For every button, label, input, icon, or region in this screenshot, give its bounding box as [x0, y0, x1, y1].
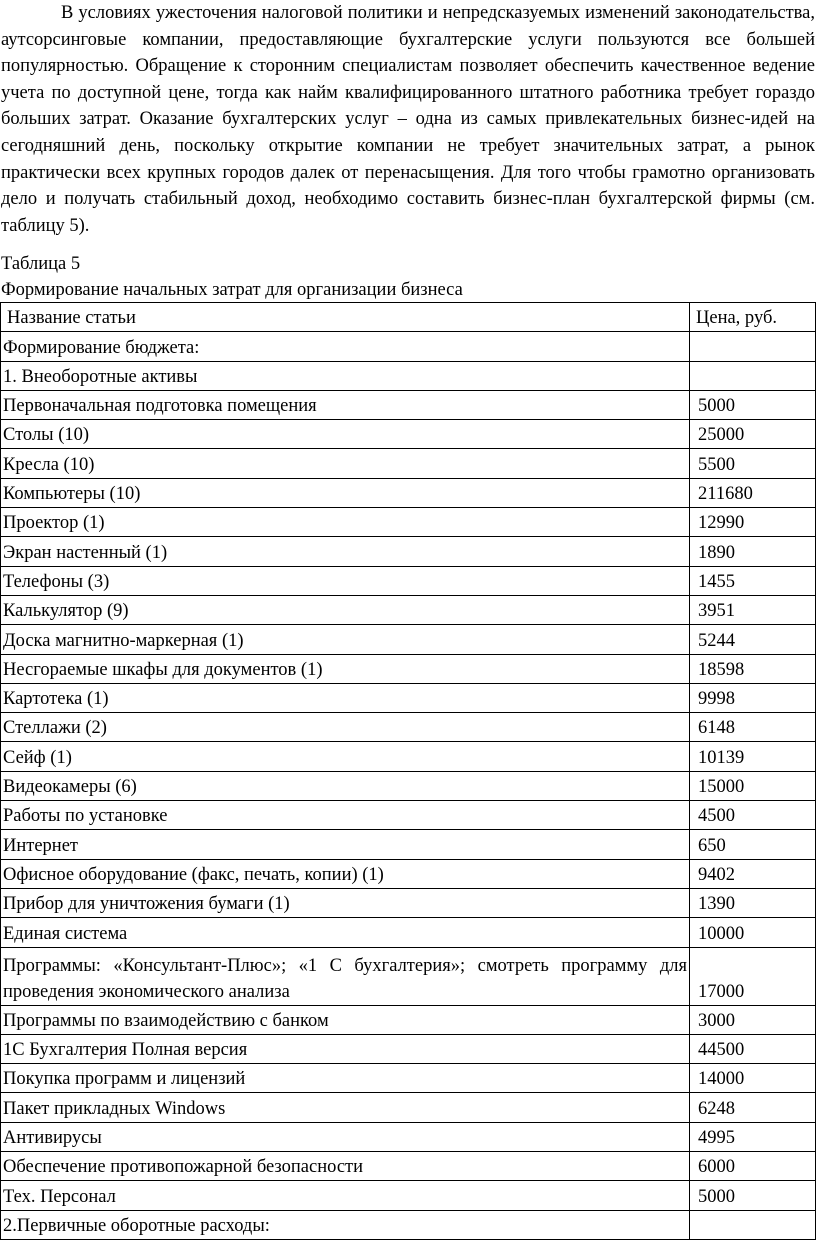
table-row	[1, 332, 816, 361]
intro-paragraph: В условиях ужесточения налоговой политики и непредсказуемых изменений законодательства, аутсорсинговые компании, предоставляющие бухгалтерские услуги пользуются все большей популярностью. Обращение к сторонним специалистам позволяет обеспечить качественное ведение учета по доступной цене, тогда как найм квалифицированного штатного работника требует гораздо больших затрат. Оказание бухгалтерских услуг – одна из самых привлекательных бизнес-идей на сегодняшний день, поскольку открытие компании не требует значительных затрат, а рынок практически всех крупных городов далек от перенасыщения. Для того чтобы грамотно организовать дело и получать стабильный доход, необходимо составить бизнес-план бухгалтерской фирмы (см. таблицу 5).	[1, 3, 815, 236]
row-item-name: Программы: «Консультант-Плюс»; «1 С бухгалтерия»; смотреть программу для проведения экономического анализа	[1, 947, 690, 1005]
row-item-name: Стеллажи (2)	[1, 713, 690, 742]
row-item-name: Проектор (1)	[1, 508, 690, 537]
table-row	[1, 1064, 816, 1093]
row-price: 10000	[690, 918, 816, 947]
row-item-name: Пакет прикладных Windows	[1, 1093, 690, 1122]
table-row	[1, 478, 816, 507]
row-price	[690, 361, 816, 390]
row-item-name: Интернет	[1, 830, 690, 859]
row-item-name: Первоначальная подготовка помещения	[1, 390, 690, 419]
table-number: Таблица 5	[1, 254, 81, 274]
row-price: 3951	[690, 595, 816, 624]
row-price: 3000	[690, 1005, 816, 1034]
table-row	[1, 801, 816, 830]
row-item-name: Прибор для уничтожения бумаги (1)	[1, 888, 690, 917]
row-price: 10139	[690, 742, 816, 771]
row-item-name: Компьютеры (10)	[1, 478, 690, 507]
row-price: 5000	[690, 1181, 816, 1210]
table-row	[1, 420, 816, 449]
table-row	[1, 566, 816, 595]
table-body	[1, 332, 816, 1240]
table-row	[1, 1152, 816, 1181]
table-row	[1, 742, 816, 771]
row-item-name: Программы по взаимодействию с банком	[1, 1005, 690, 1034]
row-price: 6148	[690, 713, 816, 742]
row-item-name: Несгораемые шкафы для документов (1)	[1, 654, 690, 683]
table-row	[1, 508, 816, 537]
row-item-name: Экран настенный (1)	[1, 537, 690, 566]
row-price: 9998	[690, 683, 816, 712]
row-price: 9402	[690, 859, 816, 888]
budget-table	[0, 302, 816, 1240]
row-price: 1890	[690, 537, 816, 566]
row-price: 5244	[690, 625, 816, 654]
row-price: 12990	[690, 508, 816, 537]
table-row	[1, 537, 816, 566]
table-row	[1, 1034, 816, 1063]
table-row	[1, 654, 816, 683]
row-price: 5500	[690, 449, 816, 478]
row-item-name: Картотека (1)	[1, 683, 690, 712]
table-row	[1, 918, 816, 947]
table-header-row	[1, 303, 816, 332]
row-price: 44500	[690, 1034, 816, 1063]
row-item-name: Телефоны (3)	[1, 566, 690, 595]
table-row	[1, 361, 816, 390]
table-row	[1, 683, 816, 712]
row-item-name: Калькулятор (9)	[1, 595, 690, 624]
row-price: 6000	[690, 1152, 816, 1181]
row-item-name: Тех. Персонал	[1, 1181, 690, 1210]
row-price	[690, 332, 816, 361]
row-item-name: Столы (10)	[1, 420, 690, 449]
row-price	[690, 1210, 816, 1239]
row-item-name: Покупка программ и лицензий	[1, 1064, 690, 1093]
table-row	[1, 1093, 816, 1122]
row-price: 15000	[690, 771, 816, 800]
row-price: 211680	[690, 478, 816, 507]
table-row	[1, 859, 816, 888]
row-item-name: 1С Бухгалтерия Полная версия	[1, 1034, 690, 1063]
row-item-name: 1. Внеоборотные активы	[1, 361, 690, 390]
table-row	[1, 771, 816, 800]
row-price: 1390	[690, 888, 816, 917]
row-item-name: Сейф (1)	[1, 742, 690, 771]
row-item-name: Офисное оборудование (факс, печать, копии) (1)	[1, 859, 690, 888]
table-title: Формирование начальных затрат для организации бизнеса	[1, 280, 463, 300]
table-row	[1, 449, 816, 478]
row-price: 17000	[690, 947, 816, 1005]
table-row	[1, 625, 816, 654]
row-price: 4500	[690, 801, 816, 830]
row-price: 14000	[690, 1064, 816, 1093]
row-price: 6248	[690, 1093, 816, 1122]
row-price: 4995	[690, 1122, 816, 1151]
table-row	[1, 390, 816, 419]
table-row	[1, 1210, 816, 1239]
row-item-name: Доска магнитно-маркерная (1)	[1, 625, 690, 654]
table-row	[1, 888, 816, 917]
table-row	[1, 1005, 816, 1034]
row-item-name: Формирование бюджета:	[1, 332, 690, 361]
table-row	[1, 947, 816, 1005]
row-price: 5000	[690, 390, 816, 419]
row-item-name: Видеокамеры (6)	[1, 771, 690, 800]
row-price: 1455	[690, 566, 816, 595]
table-row	[1, 1181, 816, 1210]
row-item-name: Антивирусы	[1, 1122, 690, 1151]
table-row	[1, 830, 816, 859]
row-item-name: Единая система	[1, 918, 690, 947]
row-item-name: Кресла (10)	[1, 449, 690, 478]
table-row	[1, 713, 816, 742]
table-row	[1, 595, 816, 624]
row-item-name: Работы по установке	[1, 801, 690, 830]
row-price: 650	[690, 830, 816, 859]
header-price: Цена, руб.	[690, 303, 816, 332]
row-item-name: 2.Первичные оборотные расходы:	[1, 1210, 690, 1239]
header-item-name: Название статьи	[1, 303, 690, 332]
row-price: 18598	[690, 654, 816, 683]
table-row	[1, 1122, 816, 1151]
row-price: 25000	[690, 420, 816, 449]
row-item-name: Обеспечение противопожарной безопасности	[1, 1152, 690, 1181]
